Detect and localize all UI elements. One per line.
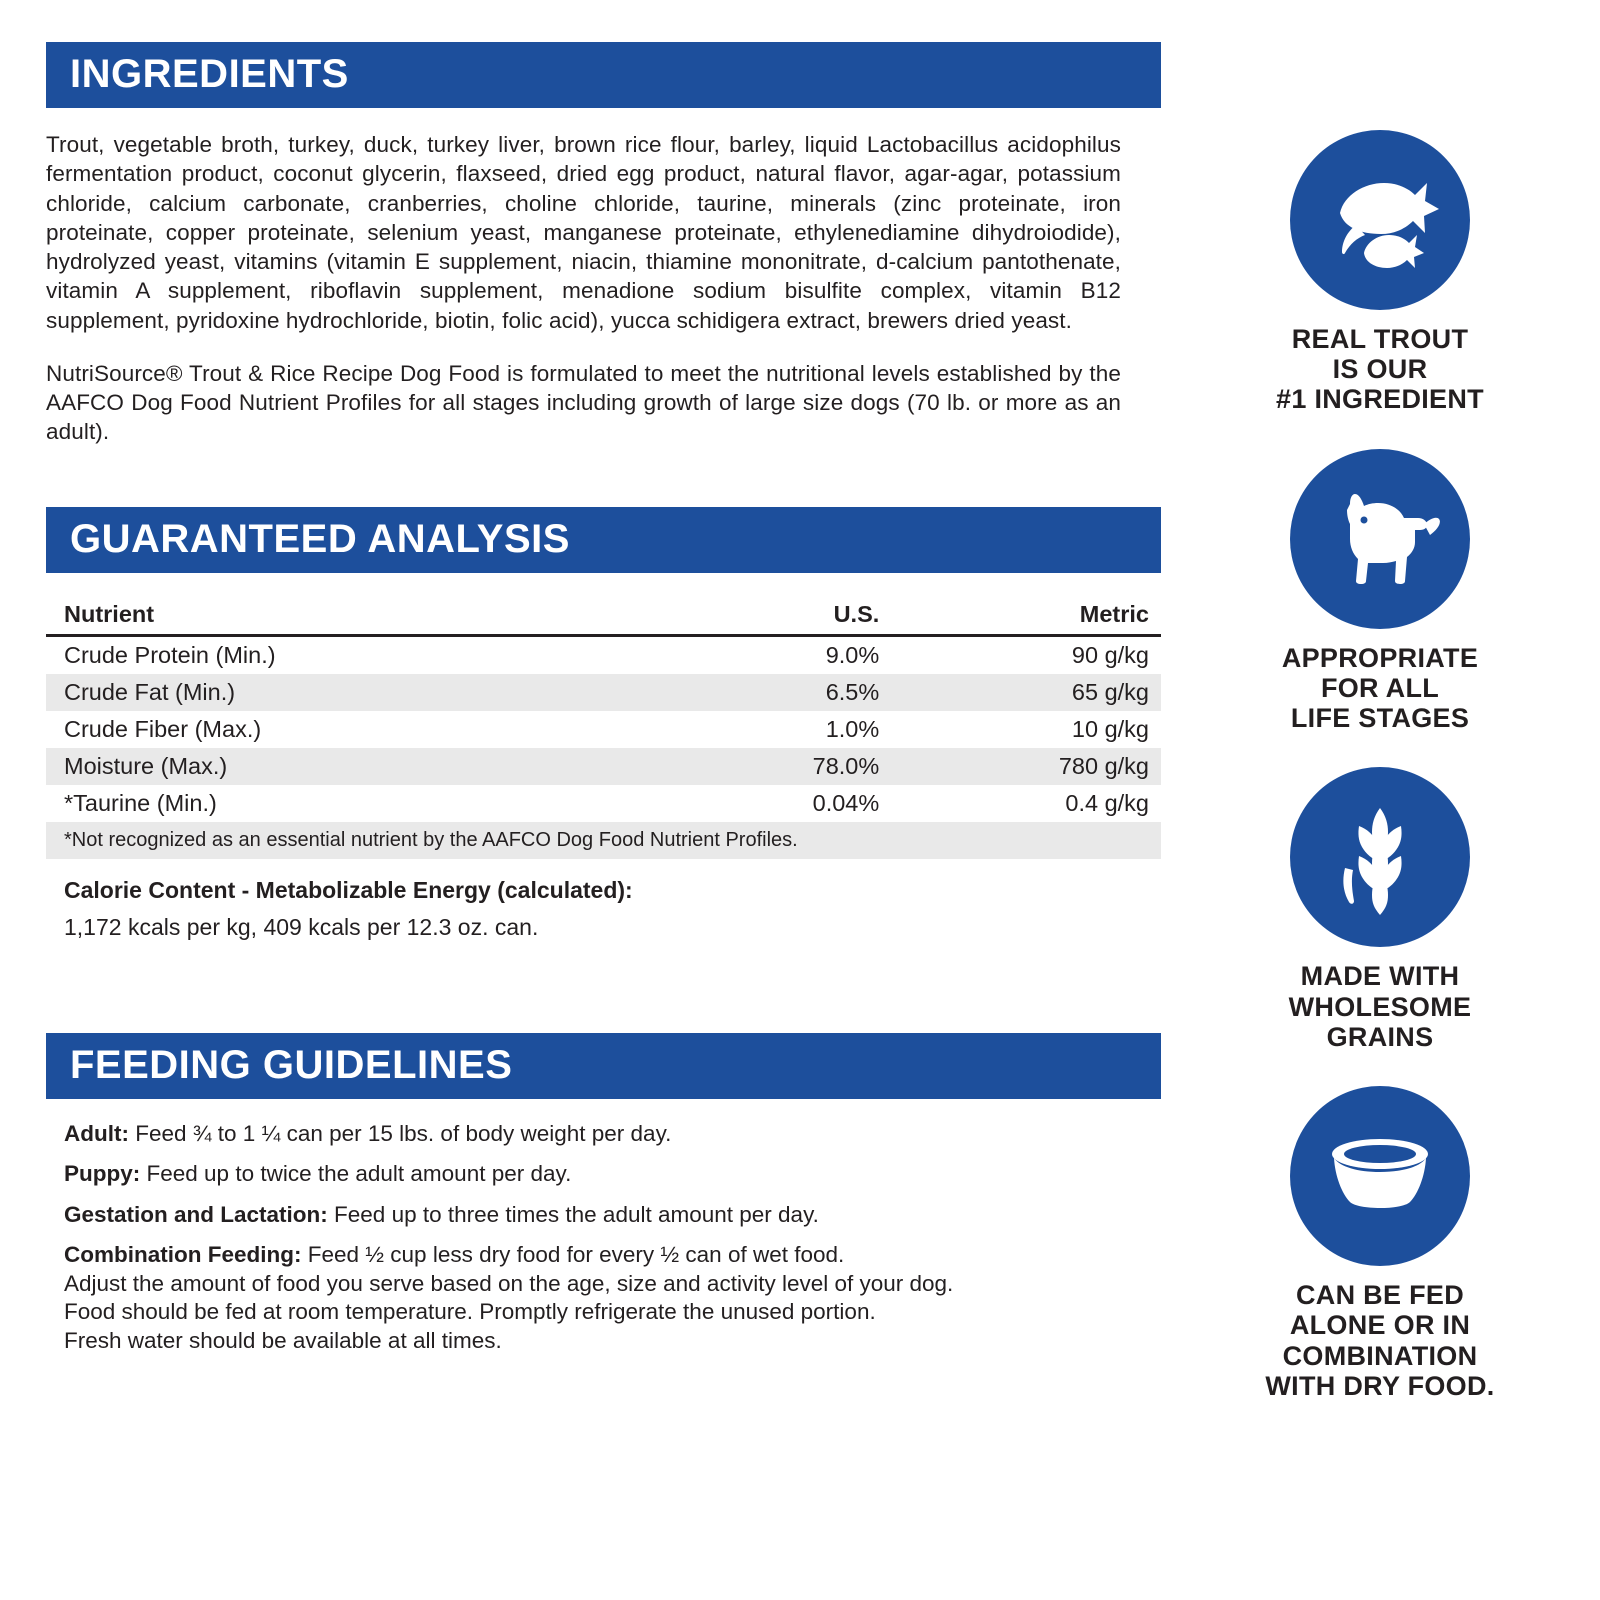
cell-nutrient: Moisture (Max.) [46,748,684,785]
left-column [46,42,1186,1358]
cell-us: 6.5% [684,674,892,711]
cell-us: 78.0% [684,748,892,785]
feeding-text-gestation: Feed up to three times the adult amount per day. [327,1201,819,1227]
guaranteed-analysis-table [46,599,1161,859]
table-row [46,711,1161,748]
badge-label-line-2: FOR ALL [1320,672,1440,703]
cell-us: 9.0% [825,641,880,668]
table-row [46,635,1161,674]
badge-label-line-2: ALONE OR IN [1289,1310,1471,1341]
cell-nutrient: Crude Fiber (Max.) [64,715,262,742]
badge-label-line-4: WITH DRY FOOD. [1265,1370,1495,1401]
bowl-icon [1315,1126,1445,1226]
cell-metric: 65 g/kg [891,674,1161,711]
badge-wholesome-grains [1200,767,1560,1052]
badge-real-trout [1200,130,1560,415]
column-header-us: U.S. [684,599,892,636]
badge-column [1200,130,1560,1401]
section-header-feeding-guidelines: FEEDING GUIDELINES [46,1033,1161,1099]
table-footnote-row [46,822,1161,859]
feeding-note-2: Food should be fed at room temperature. Promptly refrigerate the unused portion. [64,1299,876,1324]
feeding-text-combination: Feed ½ cup less dry food for every ½ can of wet food. [301,1242,845,1267]
badge-circle [1290,767,1470,947]
badge-label-line-1: CAN BE FED [1295,1280,1464,1311]
feeding-label-adult: Adult: [64,1120,129,1146]
ingredients-body: Trout, vegetable broth, turkey, duck, turkey liver, brown rice flour, barley, liquid Lactobacillus acidophilus fermentation product, coconut glycerin, flaxseed, dried egg product, natural flavor, agar-agar, potassium chloride, calcium carbonate, cranberries, choline chloride, taurine, minerals (zinc proteinate, iron proteinate, copper proteinate, selenium yeast, manganese proteinate, ethylenediamine dihydroiodide), hydrolyzed yeast, vitamins (vitamin E supplement, niacin, thiamine mononitrate, d-calcium pantothenate, vitamin A supplement, riboflavin supplement, menadione sodium bisulfite complex, vitamin B12 supplement, pyridoxine hydrochloride, biotin, folic acid), yucca schidigera extract, brewers dried yeast. [46,132,1121,333]
section-header-ingredients: INGREDIENTS [46,42,1161,108]
badge-circle [1290,1086,1470,1266]
section-header-guaranteed-analysis: GUARANTEED ANALYSIS [46,507,1161,573]
badge-circle [1290,130,1470,310]
badge-label-line-3: #1 INGREDIENT [1276,384,1484,415]
badge-label-line-1: REAL TROUT [1291,324,1469,354]
badge-combination-feeding [1200,1086,1560,1401]
cell-metric: 0.4 g/kg [1065,789,1149,816]
feeding-label-combination: Combination Feeding: [64,1242,302,1267]
table-header-row [46,599,1161,636]
feeding-line-combination [64,1244,1186,1267]
feeding-label-puppy: Puppy: [64,1161,141,1186]
calorie-content-value: 1,172 kcals per kg, 409 kcals per 12.3 oz. can. [64,913,539,940]
feeding-line-gestation [64,1201,1186,1227]
badge-label-line-3: GRAINS [1326,1021,1434,1052]
badge-label-combination-feeding [1200,1280,1560,1401]
badge-circle [1290,449,1470,629]
column-header-metric: Metric [891,599,1161,636]
feeding-note-3: Fresh water should be available at all times. [64,1327,502,1353]
feeding-note-1: Adjust the amount of food you serve based on the age, size and activity level of your dog. [64,1270,954,1296]
column-header-nutrient: Nutrient [46,599,684,636]
cell-metric: 90 g/kg [1071,641,1149,668]
cell-metric: 780 g/kg [891,748,1161,785]
calorie-content-title: Calorie Content - Metabolizable Energy (calculated): [64,876,633,903]
badge-label-line-1: APPROPRIATE [1281,642,1479,673]
cell-nutrient: Crude Protein (Min.) [64,641,276,668]
badge-all-life-stages [1200,449,1560,734]
table-row [46,748,1161,785]
badge-label-line-2: IS OUR [1332,354,1428,385]
cell-nutrient: *Taurine (Min.) [64,789,217,816]
feeding-line-puppy [64,1163,1186,1186]
cell-us: 1.0% [825,715,880,742]
badge-label-line-1: MADE WITH [1300,961,1460,992]
badge-label-line-3: COMBINATION [1282,1340,1478,1371]
wheat-icon [1323,798,1438,916]
table-row [46,674,1161,711]
fish-icon [1320,165,1440,275]
cell-us: 0.04% [812,789,880,816]
taurine-footnote: *Not recognized as an essential nutrient by the AAFCO Dog Food Nutrient Profiles. [46,822,1161,859]
dog-icon [1320,484,1440,594]
cell-metric: 10 g/kg [1071,715,1149,742]
badge-label-line-3: LIFE STAGES [1290,703,1470,734]
badge-label-real-trout [1200,324,1560,415]
feeding-guidelines-list [46,1120,1186,1353]
table-row [46,785,1161,822]
feeding-label-gestation: Gestation and Lactation: [64,1201,328,1227]
badge-label-all-life-stages [1200,643,1560,734]
feeding-line-adult [64,1120,1186,1146]
badge-label-wholesome-grains [1200,961,1560,1052]
badge-label-line-2: WHOLESOME [1288,991,1472,1022]
guaranteed-analysis-table-wrap [46,599,1161,941]
cell-nutrient: Crude Fat (Min.) [46,674,684,711]
feeding-text-puppy: Feed up to twice the adult amount per day. [140,1161,572,1186]
feeding-text-adult: Feed ¾ to 1 ¼ can per 15 lbs. of body weight per day. [128,1120,672,1146]
aafco-statement: NutriSource® Trout & Rice Recipe Dog Food is formulated to meet the nutritional levels established by the AAFCO Dog Food Nutrient Profiles for all stages including growth of large size dogs (70 lb. or more as an adult). [46,360,1121,445]
